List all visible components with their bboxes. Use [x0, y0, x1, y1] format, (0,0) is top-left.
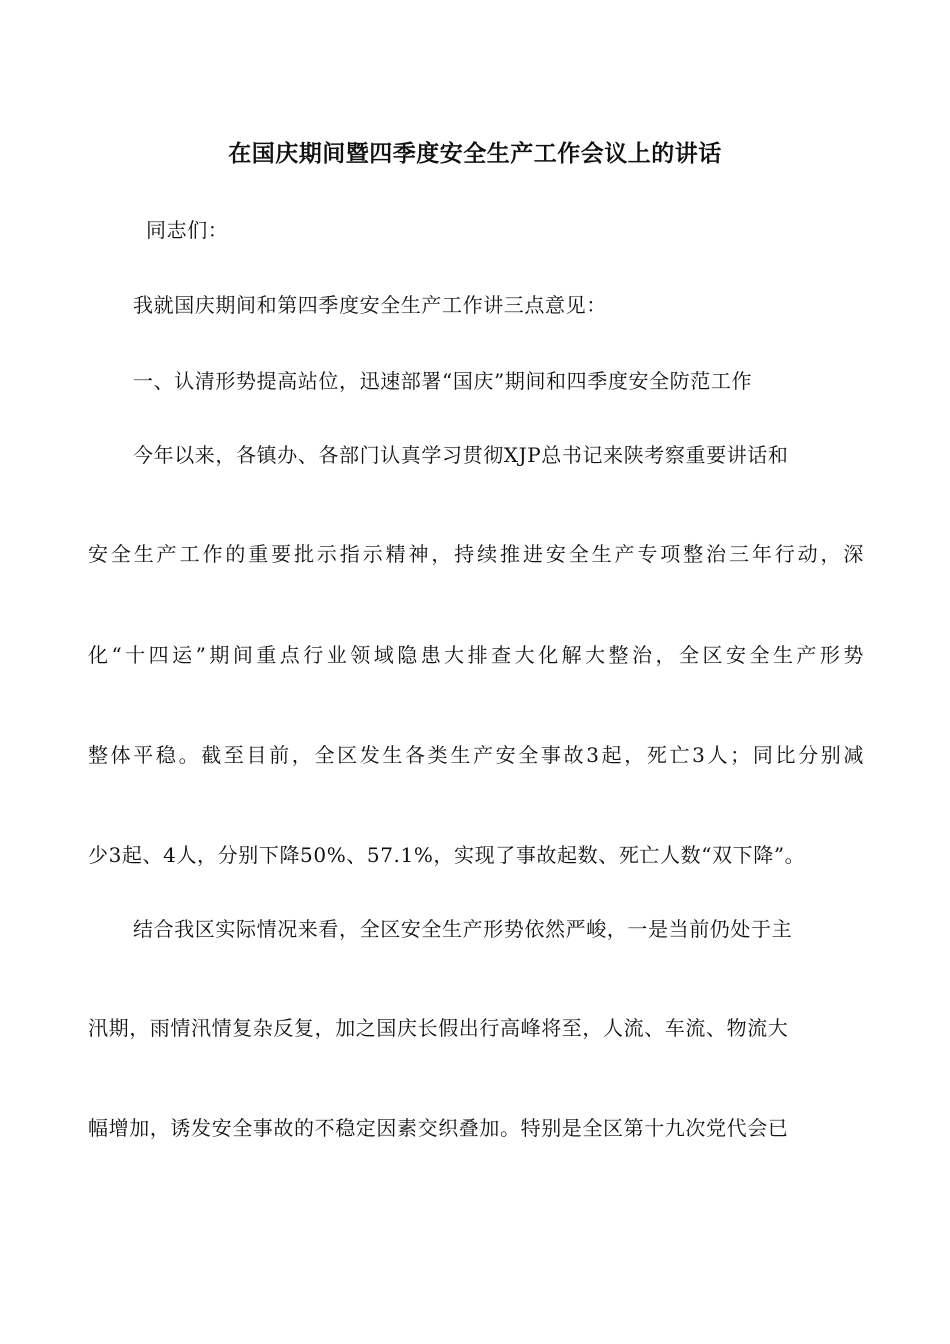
intro-line: 我就国庆期间和第四季度安全生产工作讲三点意见：	[133, 293, 607, 317]
paragraph2-line-1: 结合我区实际情况来看，全区安全生产形势依然严峻，一是当前仍处于主	[133, 917, 793, 941]
greeting: 同志们：	[146, 218, 229, 242]
paragraph1-line-5: 少3起、4人，分别下降50%、57.1%，实现了事故起数、死亡人数“双下降”。	[88, 843, 806, 867]
paragraph1-line-2: 安全生产工作的重要批示指示精神，持续推进安全生产专项整治三年行动，深	[88, 542, 864, 566]
paragraph2-line-2: 汛期，雨情汛情复杂反复，加之国庆长假出行高峰将至，人流、车流、物流大	[88, 1016, 789, 1040]
paragraph1-line-1: 今年以来，各镇办、各部门认真学习贯彻XJP总书记来陕考察重要讲话和	[133, 443, 789, 467]
paragraph2-line-3: 幅增加，诱发安全事故的不稳定因素交织叠加。特别是全区第十九次党代会已	[88, 1116, 789, 1140]
document-title: 在国庆期间暨四季度安全生产工作会议上的讲话	[228, 140, 722, 167]
paragraph1-line-3: 化“十四运”期间重点行业领域隐患大排查大化解大整治，全区安全生产形势	[88, 643, 864, 667]
section-heading: 一、认清形势提高站位，迅速部署“国庆”期间和四季度安全防范工作	[133, 369, 753, 393]
paragraph1-line-4: 整体平稳。截至目前，全区发生各类生产安全事故3起，死亡3人；同比分别减	[88, 743, 864, 767]
